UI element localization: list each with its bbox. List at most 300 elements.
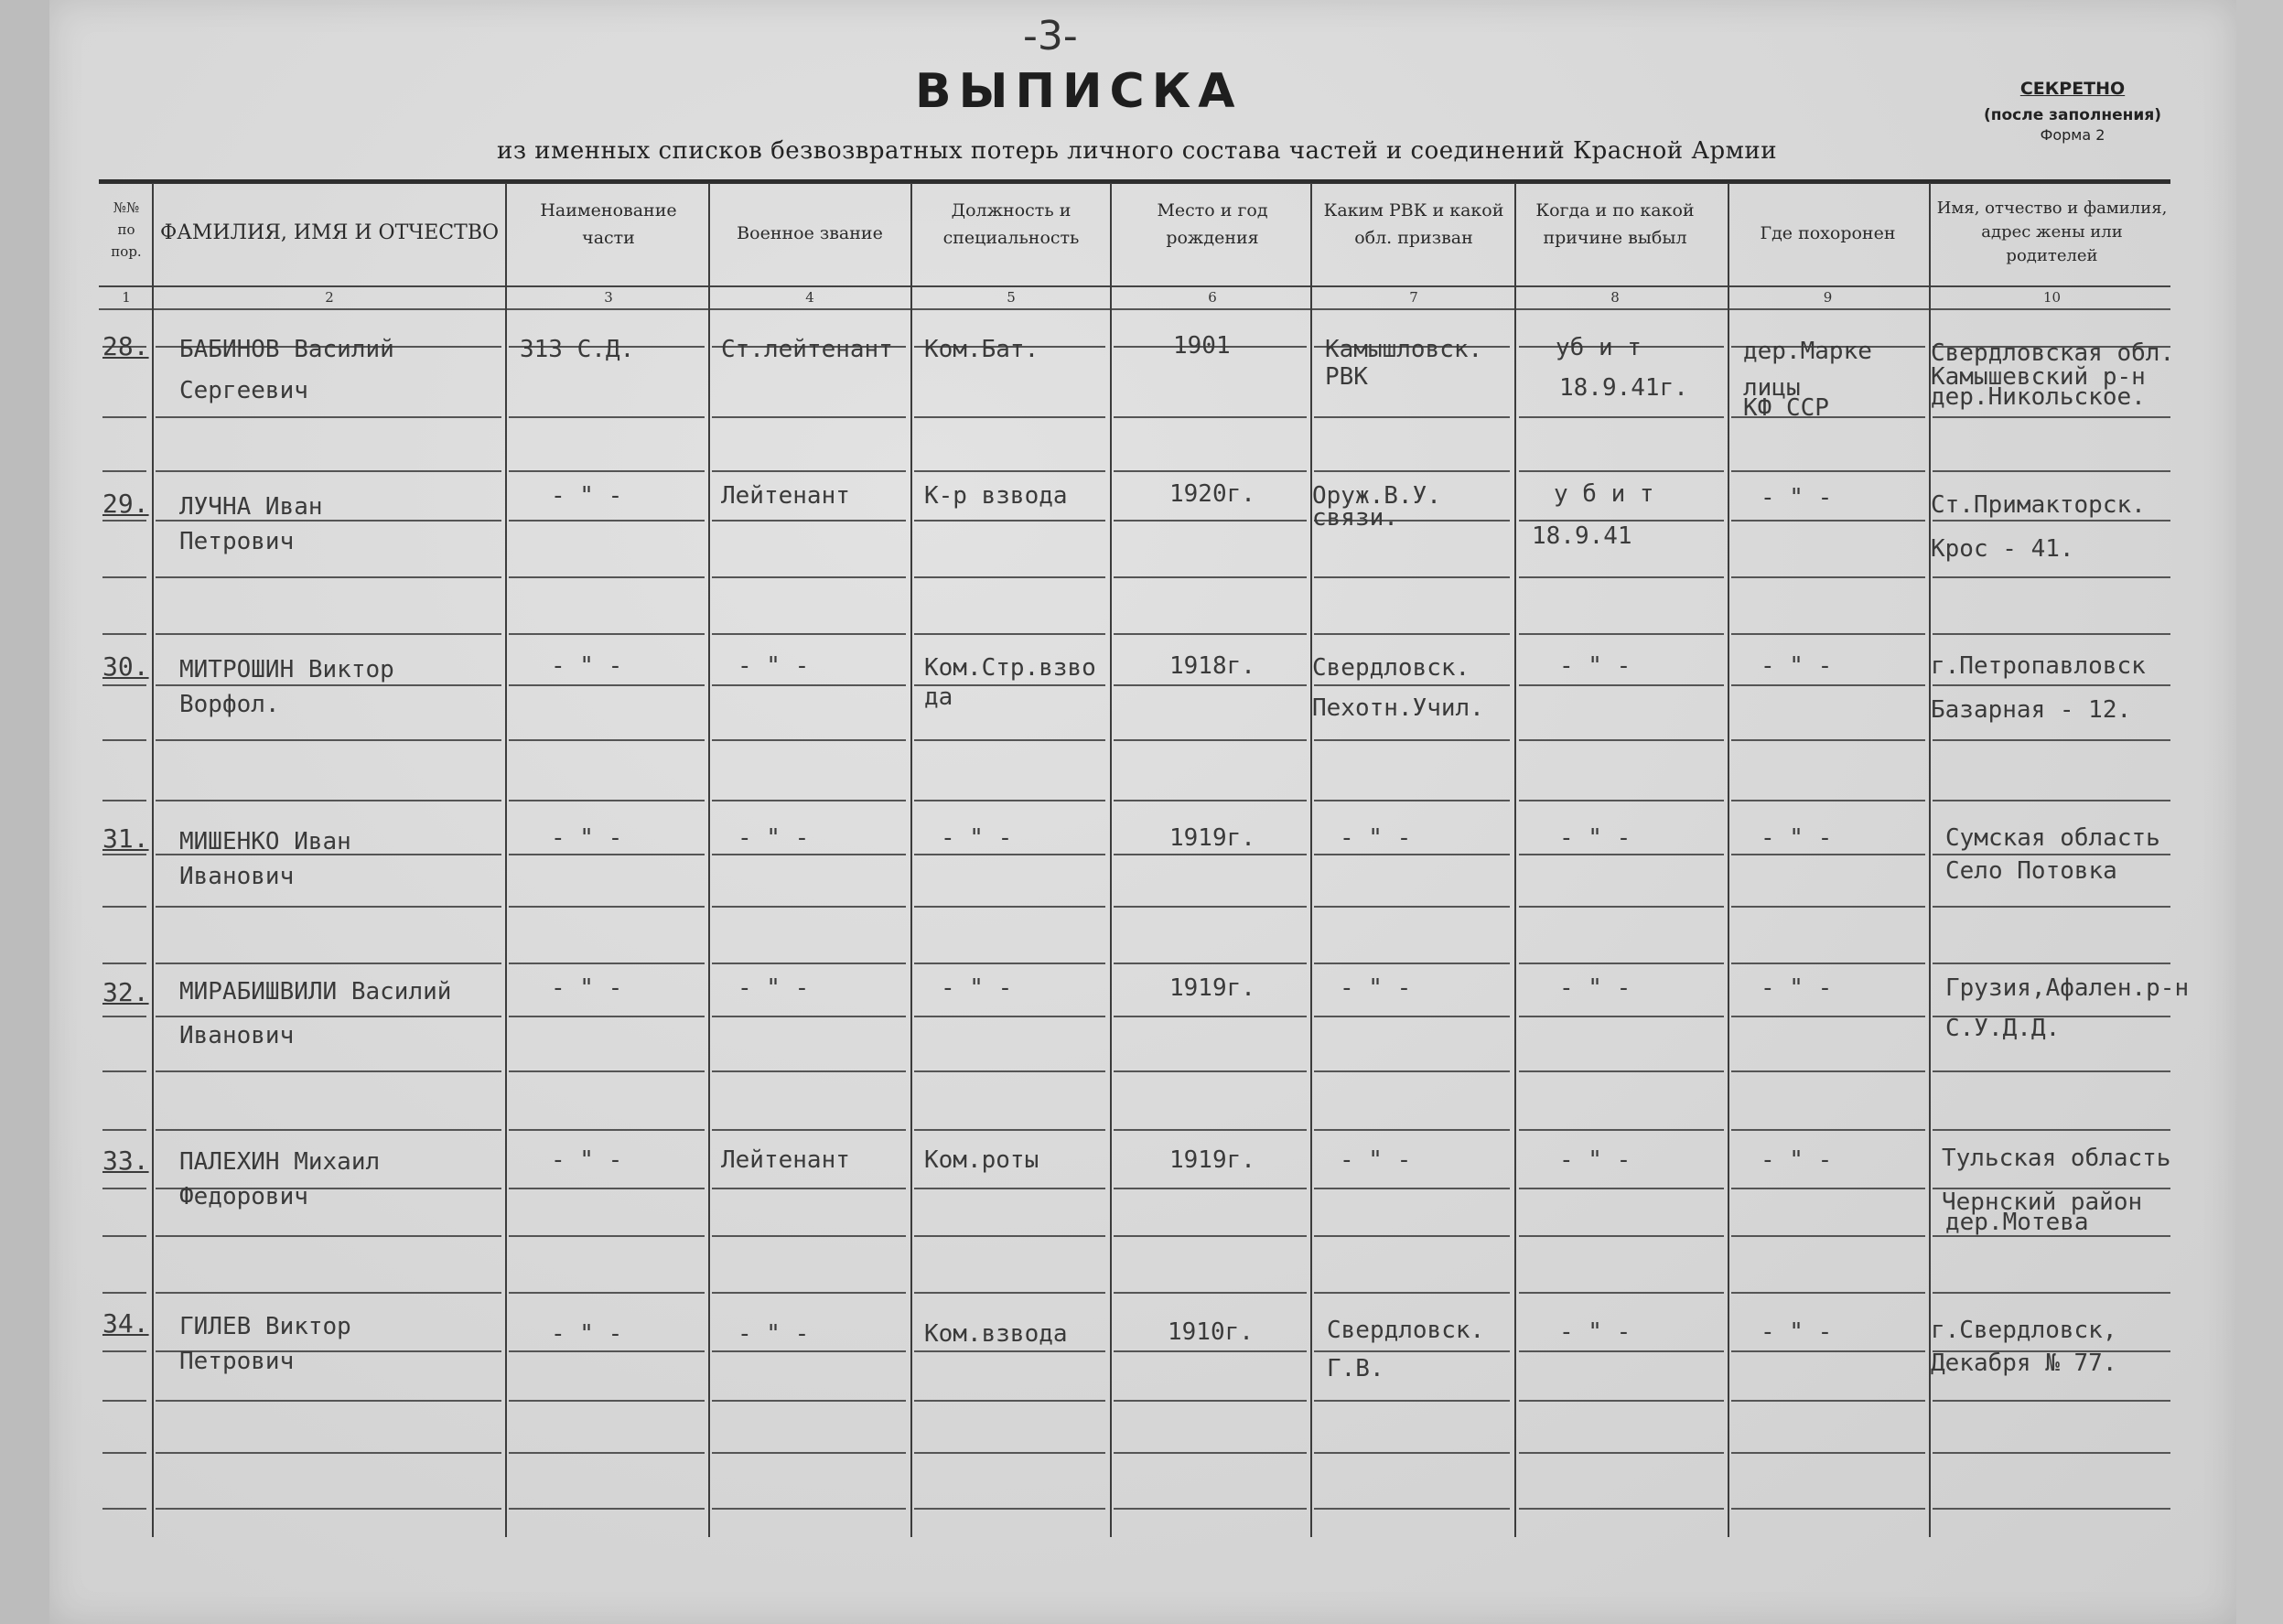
burial: - " - — [1761, 974, 1833, 1002]
row-guide-line — [712, 576, 906, 578]
row-guide-line — [509, 1129, 705, 1131]
birth: 1910г. — [1168, 1318, 1254, 1346]
row-guide-line — [712, 739, 906, 741]
row-guide-line — [712, 633, 906, 635]
rank: Лейтенант — [721, 482, 850, 510]
row-guide-line — [509, 963, 705, 964]
row-guide-line — [1114, 1508, 1307, 1510]
row-guide-line — [156, 1129, 501, 1131]
birth: 1919г. — [1169, 824, 1255, 852]
row-guide-line — [102, 470, 146, 472]
column-header-reason: Когда и по какой причине выбыл — [1535, 200, 1695, 248]
rvk: Свердловск. — [1312, 654, 1470, 682]
row-guide-line — [102, 1235, 146, 1237]
burial: дер.Марке — [1743, 338, 1872, 365]
secret-note: (после заполнения) — [1983, 106, 2161, 124]
reason: уб и т — [1556, 334, 1642, 361]
rank: - " - — [738, 824, 810, 852]
row-guide-line — [712, 906, 906, 908]
column-number: 7 — [1409, 289, 1418, 306]
row-guide-line — [1114, 1400, 1307, 1402]
row-guide-line — [712, 1400, 906, 1402]
row-guide-line — [1314, 963, 1510, 964]
burial-line-3: КФ ССР — [1743, 394, 1829, 422]
row-guide-line — [156, 800, 501, 801]
row-guide-line — [509, 633, 705, 635]
burial: - " - — [1761, 1318, 1833, 1346]
row-guide-line — [509, 416, 705, 418]
row-guide-line — [1114, 470, 1307, 472]
row-guide-line — [1114, 1016, 1307, 1017]
row-guide-line — [712, 470, 906, 472]
rank: - " - — [738, 974, 810, 1002]
header-divider-2 — [99, 308, 2170, 310]
row-number: 28. — [102, 331, 149, 361]
column-header-address: Имя, отчество и фамилия, адрес жены или родителей — [1936, 199, 2168, 265]
rank: - " - — [738, 652, 810, 680]
row-guide-line — [509, 1235, 705, 1237]
column-rule — [1514, 183, 1516, 1537]
row-guide-line — [102, 1508, 146, 1510]
column-header-number: №№ по пор. — [111, 199, 142, 260]
row-number: 34. — [102, 1308, 149, 1339]
row-guide-line — [1314, 470, 1510, 472]
row-guide-line — [1314, 800, 1510, 801]
row-guide-line — [712, 1016, 906, 1017]
row-guide-line — [1314, 1016, 1510, 1017]
row-guide-line — [1731, 1016, 1925, 1017]
row-guide-line — [1731, 520, 1925, 522]
document-title: ВЫПИСКА — [915, 64, 1243, 119]
reason: у б и т — [1554, 480, 1654, 508]
row-guide-line — [1114, 800, 1307, 801]
row-guide-line — [102, 684, 146, 686]
row-guide-line — [156, 906, 501, 908]
rvk: Свердловск. — [1327, 1317, 1485, 1344]
row-guide-line — [156, 470, 501, 472]
row-guide-line — [156, 1070, 501, 1072]
row-guide-line — [1731, 1292, 1925, 1294]
address-line-2: Декабря № 77. — [1931, 1350, 2117, 1377]
surname-first-name: МИТРОШИН Виктор — [179, 656, 394, 683]
row-guide-line — [509, 1508, 705, 1510]
address-line-3: дер.Никольское. — [1931, 383, 2146, 411]
address-line-3: дер.Мотева — [1945, 1209, 2089, 1236]
row-guide-line — [1314, 906, 1510, 908]
column-header-birth: Место и год рождения — [1157, 200, 1268, 248]
row-guide-line — [102, 1016, 146, 1017]
burial-line-2: лицы — [1743, 374, 1801, 402]
secrecy-stamp — [1967, 79, 2178, 144]
row-guide-line — [1933, 739, 2170, 741]
position: Ком.Стр.взво — [924, 654, 1096, 682]
address: Свердловская обл. — [1931, 339, 2175, 367]
row-guide-line — [1731, 1070, 1925, 1072]
row-guide-line — [914, 416, 1105, 418]
column-number: 10 — [2042, 289, 2062, 306]
row-guide-line — [102, 1070, 146, 1072]
row-guide-line — [914, 1188, 1105, 1189]
column-number: 6 — [1208, 289, 1217, 306]
row-number: 32. — [102, 977, 149, 1007]
burial: - " - — [1761, 484, 1833, 511]
row-guide-line — [914, 1235, 1105, 1237]
row-guide-line — [1933, 633, 2170, 635]
row-guide-line — [1519, 1070, 1724, 1072]
row-guide-line — [1114, 1235, 1307, 1237]
row-guide-line — [1114, 520, 1307, 522]
row-guide-line — [102, 1452, 146, 1454]
row-number: 30. — [102, 651, 149, 682]
address-line-2: Чернский район — [1942, 1188, 2143, 1216]
row-guide-line — [1731, 1188, 1925, 1189]
row-guide-line — [1519, 470, 1724, 472]
row-guide-line — [509, 1452, 705, 1454]
patronymic: Ворфол. — [179, 691, 280, 718]
row-guide-line — [1731, 739, 1925, 741]
document-subtitle: из именных списков безвозвратных потерь личного состава частей и соединений Красной Армии — [497, 137, 1778, 165]
row-guide-line — [509, 1188, 705, 1189]
row-guide-line — [1519, 1235, 1724, 1237]
column-header-position: Должность и специальность — [942, 200, 1080, 248]
row-guide-line — [509, 739, 705, 741]
column-number: 9 — [1823, 289, 1833, 306]
unit: - " - — [551, 974, 623, 1002]
address-line-2: Крос - 41. — [1931, 535, 2074, 563]
row-guide-line — [1314, 1452, 1510, 1454]
row-guide-line — [1314, 1508, 1510, 1510]
rank: - " - — [738, 1320, 810, 1348]
row-guide-line — [1731, 906, 1925, 908]
row-guide-line — [1114, 906, 1307, 908]
unit: - " - — [551, 482, 623, 510]
row-guide-line — [156, 633, 501, 635]
row-number: 31. — [102, 823, 149, 854]
reason: - " - — [1559, 824, 1631, 852]
row-guide-line — [1314, 416, 1510, 418]
row-guide-line — [1519, 1188, 1724, 1189]
row-guide-line — [1519, 1129, 1724, 1131]
row-guide-line — [509, 520, 705, 522]
row-guide-line — [102, 854, 146, 855]
row-guide-line — [1933, 1070, 2170, 1072]
row-guide-line — [1933, 1400, 2170, 1402]
column-rule — [1310, 183, 1312, 1537]
burial: - " - — [1761, 652, 1833, 680]
row-guide-line — [1519, 633, 1724, 635]
rvk: - " - — [1340, 824, 1412, 852]
column-rule — [1728, 183, 1729, 1537]
column-number: 5 — [1007, 289, 1016, 306]
rvk: - " - — [1340, 974, 1412, 1002]
row-guide-line — [1731, 800, 1925, 801]
position-line-2: да — [924, 683, 953, 711]
burial: - " - — [1761, 1146, 1833, 1174]
column-header-unit: Наименование части — [540, 200, 677, 248]
row-guide-line — [1519, 1400, 1724, 1402]
row-guide-line — [156, 416, 501, 418]
rvk-line-2: РВК — [1325, 363, 1368, 391]
row-guide-line — [914, 1508, 1105, 1510]
row-guide-line — [1933, 1452, 2170, 1454]
row-guide-line — [156, 739, 501, 741]
row-guide-line — [1933, 1508, 2170, 1510]
row-guide-line — [102, 576, 146, 578]
reason: - " - — [1559, 974, 1631, 1002]
row-guide-line — [1114, 416, 1307, 418]
row-guide-line — [1314, 1400, 1510, 1402]
address-line-2: С.У.Д.Д. — [1945, 1015, 2061, 1042]
reason-date: 18.9.41г. — [1559, 374, 1688, 402]
row-guide-line — [1519, 1016, 1724, 1017]
row-guide-line — [1114, 1292, 1307, 1294]
column-header-rvk: Каким РВК и какой обл. призван — [1323, 200, 1504, 248]
row-guide-line — [1114, 1188, 1307, 1189]
row-guide-line — [914, 1292, 1105, 1294]
row-guide-line — [712, 520, 906, 522]
row-guide-line — [1314, 1129, 1510, 1131]
row-guide-line — [156, 1452, 501, 1454]
left-scan-margin — [0, 0, 49, 1624]
row-guide-line — [1933, 800, 2170, 801]
row-guide-line — [509, 1070, 705, 1072]
row-guide-line — [914, 906, 1105, 908]
row-guide-line — [156, 1508, 501, 1510]
rvk-line-2: Г.В. — [1327, 1355, 1384, 1382]
row-guide-line — [156, 1235, 501, 1237]
row-guide-line — [1519, 906, 1724, 908]
row-guide-line — [102, 739, 146, 741]
birth: 1920г. — [1169, 480, 1255, 508]
row-guide-line — [509, 470, 705, 472]
reason-date: 18.9.41 — [1532, 522, 1632, 550]
surname-first-name: ГИЛЕВ Виктор — [179, 1313, 351, 1340]
row-guide-line — [1519, 1292, 1724, 1294]
row-guide-line — [1519, 963, 1724, 964]
row-guide-line — [1114, 576, 1307, 578]
surname-first-name: ПАЛЕХИН Михаил — [179, 1148, 381, 1176]
row-guide-line — [712, 1188, 906, 1189]
address-line-2: Базарная - 12. — [1931, 696, 2132, 724]
row-guide-line — [102, 1350, 146, 1352]
row-guide-line — [914, 633, 1105, 635]
row-guide-line — [1933, 906, 2170, 908]
header-divider — [99, 285, 2170, 287]
row-guide-line — [156, 1292, 501, 1294]
row-guide-line — [914, 1016, 1105, 1017]
row-number: 29. — [102, 489, 149, 519]
row-guide-line — [1314, 1292, 1510, 1294]
row-guide-line — [509, 800, 705, 801]
row-guide-line — [1731, 633, 1925, 635]
row-guide-line — [1519, 739, 1724, 741]
column-header-name: ФАМИЛИЯ, ИМЯ И ОТЧЕСТВО — [159, 221, 500, 244]
header-rule — [99, 179, 2170, 184]
row-guide-line — [914, 1452, 1105, 1454]
row-guide-line — [1314, 739, 1510, 741]
row-guide-line — [712, 1508, 906, 1510]
row-guide-line — [1519, 800, 1724, 801]
reason: - " - — [1559, 1318, 1631, 1346]
unit: - " - — [551, 1146, 623, 1174]
row-guide-line — [1114, 963, 1307, 964]
row-guide-line — [1314, 576, 1510, 578]
address-line-2: Камышевский р-н — [1931, 363, 2146, 391]
row-guide-line — [1731, 1129, 1925, 1131]
row-guide-line — [509, 576, 705, 578]
row-guide-line — [1314, 1188, 1510, 1189]
row-guide-line — [102, 1188, 146, 1189]
row-guide-line — [1114, 739, 1307, 741]
rank: Лейтенант — [721, 1146, 850, 1174]
reason: - " - — [1559, 652, 1631, 680]
column-rule — [152, 183, 154, 1537]
row-guide-line — [1731, 1452, 1925, 1454]
surname-first-name: МИРАБИШВИЛИ Василий — [179, 978, 452, 1006]
patronymic: Петрович — [179, 528, 295, 555]
row-guide-line — [712, 963, 906, 964]
column-number: 1 — [122, 289, 131, 306]
row-guide-line — [712, 1129, 906, 1131]
rvk: Камышловск. — [1325, 336, 1483, 363]
birth: 1919г. — [1169, 1146, 1255, 1174]
address: Ст.Примакторск. — [1931, 491, 2146, 519]
row-guide-line — [1114, 633, 1307, 635]
row-guide-line — [1731, 1235, 1925, 1237]
row-guide-line — [712, 1235, 906, 1237]
row-guide-line — [712, 1292, 906, 1294]
column-header-rank: Военное звание — [737, 223, 883, 243]
address: г.Свердловск, — [1931, 1317, 2117, 1344]
row-guide-line — [1114, 1129, 1307, 1131]
row-guide-line — [914, 520, 1105, 522]
row-guide-line — [156, 1400, 501, 1402]
row-guide-line — [509, 1016, 705, 1017]
rvk: Оруж.В.У. — [1312, 482, 1441, 510]
patronymic: Сергеевич — [179, 377, 308, 404]
row-guide-line — [1933, 1129, 2170, 1131]
row-guide-line — [712, 1452, 906, 1454]
page-number-mark: -3- — [1023, 13, 1078, 59]
position: - " - — [941, 974, 1013, 1002]
row-guide-line — [102, 1292, 146, 1294]
burial: - " - — [1761, 824, 1833, 852]
row-guide-line — [102, 416, 146, 418]
row-guide-line — [1314, 1070, 1510, 1072]
column-number: 2 — [325, 289, 334, 306]
row-guide-line — [509, 1292, 705, 1294]
rvk: - " - — [1340, 1146, 1412, 1174]
column-number: 3 — [604, 289, 613, 306]
row-guide-line — [914, 800, 1105, 801]
row-guide-line — [1314, 1235, 1510, 1237]
row-guide-line — [914, 1070, 1105, 1072]
row-guide-line — [509, 1400, 705, 1402]
position: Ком.роты — [924, 1146, 1039, 1174]
row-guide-line — [156, 963, 501, 964]
rvk-line-2: Пехотн.Учил. — [1312, 694, 1484, 722]
position: Ком.Бат. — [924, 336, 1039, 363]
right-scan-margin — [2236, 0, 2283, 1624]
patronymic: Иванович — [179, 1022, 295, 1049]
row-guide-line — [1731, 576, 1925, 578]
surname-first-name: ЛУЧНА Иван — [179, 493, 323, 521]
unit: - " - — [551, 652, 623, 680]
column-number: 8 — [1610, 289, 1620, 306]
row-guide-line — [1933, 963, 2170, 964]
row-guide-line — [102, 963, 146, 964]
address: Тульская область — [1942, 1145, 2171, 1172]
column-number: 4 — [805, 289, 814, 306]
surname-first-name: МИШЕНКО Иван — [179, 828, 351, 855]
unit: 313 С.Д. — [520, 336, 635, 363]
row-guide-line — [102, 1400, 146, 1402]
position: Ком.взвода — [924, 1320, 1068, 1348]
row-guide-line — [914, 739, 1105, 741]
row-guide-line — [1314, 633, 1510, 635]
rank: Ст.лейтенант — [721, 336, 893, 363]
row-guide-line — [102, 520, 146, 522]
column-rule — [910, 183, 912, 1537]
row-guide-line — [1933, 1292, 2170, 1294]
address: г.Петропавловск — [1931, 652, 2146, 680]
row-guide-line — [1114, 1452, 1307, 1454]
birth: 1918г. — [1169, 652, 1255, 680]
form-number: Форма 2 — [2040, 126, 2105, 144]
unit: - " - — [551, 824, 623, 852]
row-guide-line — [914, 470, 1105, 472]
column-rule — [1110, 183, 1112, 1537]
row-guide-line — [1519, 1508, 1724, 1510]
secret-label: СЕКРЕТНО — [2019, 79, 2126, 99]
reason: - " - — [1559, 1146, 1631, 1174]
row-guide-line — [1519, 1452, 1724, 1454]
row-guide-line — [914, 1129, 1105, 1131]
row-guide-line — [1933, 576, 2170, 578]
row-guide-line — [1731, 963, 1925, 964]
unit: - " - — [551, 1320, 623, 1348]
row-guide-line — [1114, 1070, 1307, 1072]
rvk-line-2: связи. — [1312, 504, 1398, 532]
row-number: 33. — [102, 1145, 149, 1176]
column-header-burial: Где похоронен — [1760, 223, 1896, 243]
row-guide-line — [1731, 470, 1925, 472]
row-guide-line — [712, 1070, 906, 1072]
birth: 1919г. — [1169, 974, 1255, 1002]
row-guide-line — [102, 906, 146, 908]
row-guide-line — [102, 633, 146, 635]
patronymic: Иванович — [179, 863, 295, 890]
column-rule — [505, 183, 507, 1537]
row-guide-line — [156, 576, 501, 578]
row-guide-line — [102, 1129, 146, 1131]
row-guide-line — [914, 576, 1105, 578]
position: - " - — [941, 824, 1013, 852]
row-guide-line — [1519, 416, 1724, 418]
row-guide-line — [1519, 576, 1724, 578]
patronymic: Петрович — [179, 1348, 295, 1375]
row-guide-line — [914, 1400, 1105, 1402]
row-guide-line — [1731, 1508, 1925, 1510]
patronymic: Федорович — [179, 1183, 308, 1210]
surname-first-name: БАБИНОВ Василий — [179, 336, 394, 363]
row-guide-line — [1933, 470, 2170, 472]
column-rule — [708, 183, 710, 1537]
row-guide-line — [712, 416, 906, 418]
row-guide-line — [102, 800, 146, 801]
position: К-р взвода — [924, 482, 1068, 510]
address: Грузия,Афален.р-н — [1945, 974, 2190, 1002]
